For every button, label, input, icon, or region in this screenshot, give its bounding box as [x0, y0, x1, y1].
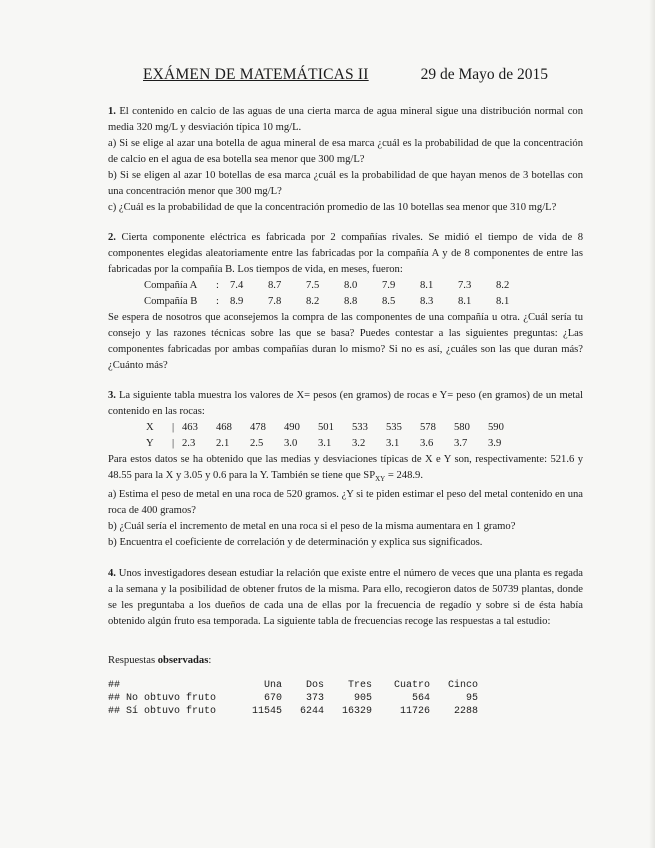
q3-row-x-value: 580 [454, 422, 470, 433]
q2-row-b-label: Compañía B [144, 296, 198, 307]
q4-observed-prefix: Respuestas [108, 655, 158, 666]
q3-part-c: b) Encuentra el coeficiente de correlación y de determinación y explica sus significados. [108, 537, 483, 549]
q3-row-x-label: X [146, 422, 154, 433]
q3-intro [108, 388, 583, 420]
q4-table-cell: 670 [263, 693, 282, 704]
q3-row-y-value: 3.0 [284, 438, 298, 449]
q3-row-y [146, 436, 583, 452]
q1-part-a: a) Si se elige al azar una botella de agua mineral de esa marca ¿cuál es la probabilidad de que la concentración de calcio en el agua de esa botella sea menor que 300 mg/L? [108, 138, 583, 165]
q2-intro-text: Cierta componente eléctrica es fabricada por 2 compañías rivales. Se midió el tiempo de vida de 8 componentes elegidas aleatoriamente entre las fabricadas por la compañía A y de 8 componentes de entre las fabricadas por la compañía B. Los tiempos de vida, en meses, fueron: [108, 232, 583, 275]
q4-row-label: Sí obtuvo fruto [126, 706, 217, 717]
question-2 [108, 230, 583, 374]
q4-table-cell: 564 [411, 693, 430, 704]
q4-table-cell: 95 [465, 693, 478, 704]
q2-row-b-value: 8.3 [420, 296, 434, 307]
q2-number: 2. [108, 232, 116, 243]
q2-row-b-value: 8.2 [306, 296, 320, 307]
q3-row-x-value: 468 [216, 422, 232, 433]
q4-table-prefix: ## [108, 680, 121, 691]
q4-table-header-cell: Cinco [447, 680, 478, 691]
q3-stats-subscript: XY [375, 475, 386, 484]
q4-row-label: No obtuvo fruto [126, 693, 217, 704]
q4-table-cell: 2288 [453, 706, 478, 717]
q1-number: 1. [108, 106, 116, 117]
q2-question-text: Se espera de nosotros que aconsejemos la compra de las componentes de una compañía u otra. ¿Cuál sería tu consejo y las razones técnicas sobre las que se basa? Puedes contestar a las siguientes preguntas: ¿Las componentes fabricadas por ambas compañías duran lo mismo? Si no es así, ¿cuáles son las que duran más? ¿Cuánto más? [108, 312, 583, 371]
q3-row-y-value: 3.2 [352, 438, 366, 449]
q3-row-y-value: 2.1 [216, 438, 230, 449]
q4-table-header-cell: Dos [305, 680, 324, 691]
q3-stats-after: = 248.9. [385, 470, 423, 481]
q2-row-b-value: 7.8 [268, 296, 282, 307]
q3-row-x-value: 478 [250, 422, 266, 433]
q3-row-x-value: 501 [318, 422, 334, 433]
q2-row-a-colon: : [216, 280, 219, 291]
q4-table-cell: 6244 [299, 706, 324, 717]
q3-row-x-bar: | [172, 422, 175, 433]
q2-row-a-value: 8.1 [420, 280, 434, 291]
scan-edge-shadow [649, 0, 655, 848]
q4-row-prefix: ## [108, 693, 121, 704]
q3-row-y-value: 3.9 [488, 438, 502, 449]
q4-table-header [108, 679, 478, 692]
q3-row-x-value: 533 [352, 422, 368, 433]
exam-title: EXÁMEN DE MATEMÁTICAS II [143, 66, 369, 83]
q4-table-cell: 373 [305, 693, 324, 704]
q1-intro [108, 104, 583, 136]
q3-intro-text: La siguiente tabla muestra los valores de X= pesos (en gramos) de rocas e Y= peso (en gramos) de un metal contenido en las rocas: [108, 390, 583, 417]
q3-row-y-value: 3.7 [454, 438, 468, 449]
q3-part-b: b) ¿Cuál sería el incremento de metal en una roca si el peso de la misma aumentara en 1 gramo? [108, 521, 516, 533]
q3-row-x-value: 463 [182, 422, 198, 433]
q4-table-header-cell: Una [263, 680, 282, 691]
q2-row-a-value: 7.3 [458, 280, 472, 291]
q2-row-b-value: 8.1 [458, 296, 472, 307]
q4-table-cell: 11726 [399, 706, 430, 717]
q3-row-x-value: 590 [488, 422, 504, 433]
question-4 [108, 566, 583, 630]
q2-intro [108, 230, 583, 278]
q2-row-a-value: 8.0 [344, 280, 358, 291]
q4-table-row-si [108, 705, 478, 718]
q4-observed-bold: observadas [157, 655, 209, 666]
q2-row-b-value: 8.1 [496, 296, 510, 307]
q3-part-a: a) Estima el peso de metal en una roca de 520 gramos. ¿Y si te piden estimar el peso del metal contenido en una roca de 400 gramos? [108, 489, 583, 517]
q2-row-a-value: 8.2 [496, 280, 510, 291]
q3-row-y-label: Y [146, 438, 154, 449]
q3-row-y-value: 2.5 [250, 438, 264, 449]
q2-row-b-value: 8.9 [230, 296, 244, 307]
q3-stats-before: Para estos datos se ha obtenido que las medias y desviaciones típicas de X e Y son, respectivamente: 521.6 y 48.55 para la X y 3.05 y 0.6 para la Y. También se tiene que SP [108, 454, 583, 481]
q2-row-a [144, 278, 583, 294]
q3-row-y-value: 3.1 [386, 438, 400, 449]
q3-row-y-value: 3.1 [318, 438, 332, 449]
q1-part-b: b) Si se eligen al azar 10 botellas de esa marca ¿cuál es la probabilidad de que hayan menos de 3 botellas con una concentración menor que 300 mg/L? [108, 170, 583, 197]
q4-table-header-cell: Tres [347, 680, 372, 691]
q2-row-b-value: 8.5 [382, 296, 396, 307]
exam-header [143, 66, 548, 84]
q4-table-cell: 11545 [251, 706, 282, 717]
q3-row-x-value: 578 [420, 422, 436, 433]
q3-row-x-value: 490 [284, 422, 300, 433]
q4-intro-text: Unos investigadores desean estudiar la relación que existe entre el número de veces que una planta es regada a la semana y la posibilidad de obtener frutos de la misma. Para ello, recogieron datos de 50739 plantas, donde se les preguntaba a los dueños de cada una de ellas por la frecuencia de regadío y sobre si de ésta había obtenido algún fruto esa temporada. La siguiente tabla de frecuencias recoge las respuestas a tal estudio: [108, 568, 583, 627]
q1-intro-text: El contenido en calcio de las aguas de una cierta marca de agua mineral sigue una distribución normal con media 320 mg/L y desviación típica 10 mg/L. [108, 106, 583, 133]
q2-row-a-value: 7.9 [382, 280, 396, 291]
q3-number: 3. [108, 390, 116, 401]
q2-row-a-value: 7.4 [230, 280, 244, 291]
q2-row-b-colon: : [216, 296, 219, 307]
q4-table-header-cell: Cuatro [393, 680, 430, 691]
q4-intro [108, 566, 583, 630]
q3-row-y-value: 2.3 [182, 438, 196, 449]
q3-stats-text [108, 452, 583, 487]
q4-table-cell: 905 [353, 693, 372, 704]
q4-observed-suffix: : [208, 655, 212, 666]
q3-row-y-value: 3.6 [420, 438, 434, 449]
q4-row-prefix: ## [108, 706, 121, 717]
q2-row-a-label: Compañía A [144, 280, 198, 291]
q3-row-x [146, 420, 583, 436]
q3-row-y-bar: | [172, 438, 175, 449]
question-1 [108, 104, 583, 216]
q4-number: 4. [108, 568, 116, 579]
exam-date: 29 de Mayo de 2015 [420, 66, 548, 83]
q2-row-b [144, 294, 583, 310]
q1-part-c: c) ¿Cuál es la probabilidad de que la concentración promedio de las 10 botellas sea menor que 310 mg/L? [108, 202, 557, 213]
q4-observed-label [108, 653, 583, 669]
q4-table-row-no [108, 692, 478, 705]
question-3 [108, 388, 583, 551]
q4-table-cell: 16329 [341, 706, 372, 717]
q2-row-b-value: 8.8 [344, 296, 358, 307]
q3-row-x-value: 535 [386, 422, 402, 433]
q2-row-a-value: 8.7 [268, 280, 282, 291]
q2-row-a-value: 7.5 [306, 280, 320, 291]
q4-frequency-table [108, 679, 478, 718]
